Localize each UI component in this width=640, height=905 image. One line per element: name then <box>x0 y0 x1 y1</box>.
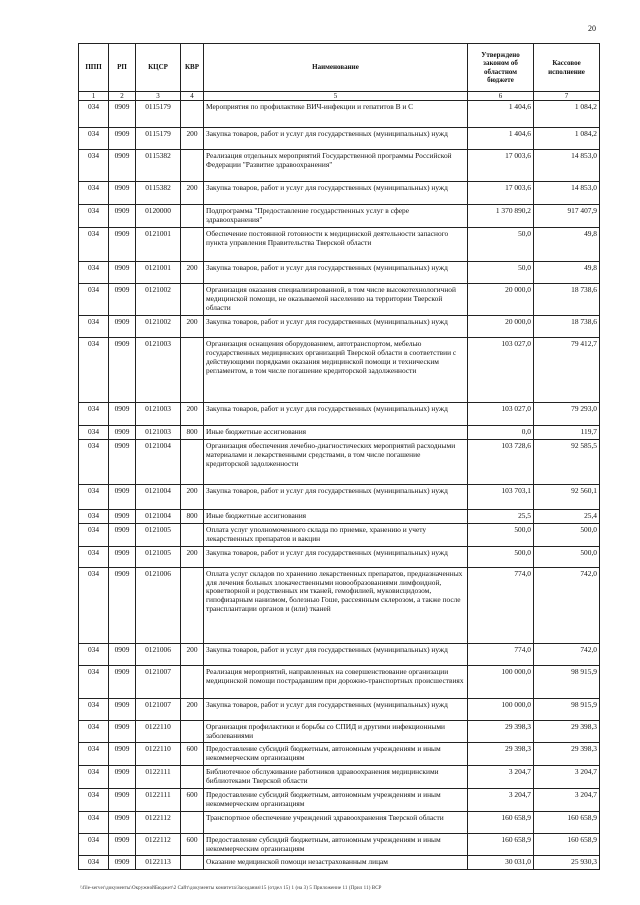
cell-name: Закупка товаров, работ и услуг для государственных (муниципальных) нужд <box>204 316 468 338</box>
cell-ppp: 034 <box>79 128 109 150</box>
cell-kcsr: 0121005 <box>136 523 181 546</box>
cell-cash: 25,4 <box>534 510 600 524</box>
cell-kcsr: 0121006 <box>136 643 181 665</box>
cell-kvr <box>181 567 204 643</box>
cell-approved: 1 370 890,2 <box>468 205 534 228</box>
cell-ppp: 034 <box>79 403 109 426</box>
cell-approved: 100 000,0 <box>468 665 534 698</box>
table-row <box>79 228 600 262</box>
cell-cash: 742,0 <box>534 643 600 665</box>
column-index-cell: 4 <box>181 92 204 101</box>
cell-kvr <box>181 150 204 182</box>
cell-rp: 0909 <box>109 182 136 205</box>
cell-name: Организация профилактики и борьбы со СПИД и другими инфекционными заболеваниями <box>204 720 468 743</box>
cell-approved: 25,5 <box>468 510 534 524</box>
cell-rp: 0909 <box>109 766 136 789</box>
cell-cash: 742,0 <box>534 567 600 643</box>
cell-name: Закупка товаров, работ и услуг для государственных (муниципальных) нужд <box>204 262 468 284</box>
cell-rp: 0909 <box>109 440 136 485</box>
cell-kvr: 200 <box>181 698 204 720</box>
table-row <box>79 440 600 485</box>
cell-cash: 98 915,9 <box>534 698 600 720</box>
cell-approved: 20 000,0 <box>468 284 534 316</box>
cell-name: Транспортное обеспечение учреждений здравоохранения Тверской области <box>204 811 468 833</box>
footer-file-path: \\file-server\документы\ОкружнойБюджет\2 Сайт\документы комитета\Заседания\15 (отдел 15) 1 (на 3) 5 Приложение 11 (Прил 11) ВСР <box>80 886 382 891</box>
cell-name: Предоставление субсидий бюджетным, автономным учреждениям и иным некоммерческим организациям <box>204 833 468 856</box>
cell-approved: 103 703,1 <box>468 485 534 510</box>
cell-kcsr: 0121001 <box>136 262 181 284</box>
table-row <box>79 788 600 811</box>
header-kvr: КВР <box>181 44 204 92</box>
cell-kvr: 200 <box>181 643 204 665</box>
cell-approved: 50,0 <box>468 228 534 262</box>
cell-cash: 14 853,0 <box>534 150 600 182</box>
cell-approved: 30 031,0 <box>468 856 534 870</box>
cell-approved: 103 027,0 <box>468 403 534 426</box>
table-row <box>79 182 600 205</box>
cell-rp: 0909 <box>109 101 136 128</box>
cell-rp: 0909 <box>109 811 136 833</box>
cell-kvr: 600 <box>181 833 204 856</box>
cell-approved: 3 204,7 <box>468 788 534 811</box>
cell-kvr: 200 <box>181 128 204 150</box>
cell-kcsr: 0122112 <box>136 833 181 856</box>
cell-kcsr: 0121003 <box>136 338 181 403</box>
column-index-row <box>79 92 600 101</box>
table-row <box>79 766 600 789</box>
cell-name: Закупка товаров, работ и услуг для государственных (муниципальных) нужд <box>204 182 468 205</box>
cell-kvr <box>181 205 204 228</box>
cell-ppp: 034 <box>79 523 109 546</box>
cell-cash: 92 560,1 <box>534 485 600 510</box>
cell-ppp: 034 <box>79 426 109 440</box>
cell-cash: 79 293,0 <box>534 403 600 426</box>
header-ppp: ППП <box>79 44 109 92</box>
cell-kcsr: 0121003 <box>136 426 181 440</box>
cell-kcsr: 0121004 <box>136 485 181 510</box>
header-cash: Кассовое исполнение <box>534 44 600 92</box>
cell-kvr: 600 <box>181 788 204 811</box>
cell-rp: 0909 <box>109 128 136 150</box>
cell-approved: 1 404,6 <box>468 101 534 128</box>
cell-kcsr: 0121004 <box>136 440 181 485</box>
cell-cash: 917 407,9 <box>534 205 600 228</box>
cell-name: Закупка товаров, работ и услуг для государственных (муниципальных) нужд <box>204 643 468 665</box>
cell-rp: 0909 <box>109 262 136 284</box>
cell-cash: 14 853,0 <box>534 182 600 205</box>
cell-kvr: 200 <box>181 403 204 426</box>
table-row <box>79 720 600 743</box>
cell-ppp: 034 <box>79 698 109 720</box>
cell-name: Предоставление субсидий бюджетным, автономным учреждениям и иным некоммерческим организациям <box>204 788 468 811</box>
cell-kvr <box>181 284 204 316</box>
cell-ppp: 034 <box>79 182 109 205</box>
table-row <box>79 262 600 284</box>
cell-kcsr: 0121002 <box>136 284 181 316</box>
header-kcsr: КЦСР <box>136 44 181 92</box>
cell-approved: 774,0 <box>468 567 534 643</box>
table-row <box>79 101 600 128</box>
cell-approved: 29 398,3 <box>468 743 534 766</box>
cell-kvr: 200 <box>181 316 204 338</box>
cell-cash: 29 398,3 <box>534 720 600 743</box>
column-index-cell: 1 <box>79 92 109 101</box>
cell-cash: 3 204,7 <box>534 766 600 789</box>
cell-rp: 0909 <box>109 510 136 524</box>
cell-approved: 100 000,0 <box>468 698 534 720</box>
table-row <box>79 743 600 766</box>
cell-ppp: 034 <box>79 643 109 665</box>
cell-name: Предоставление субсидий бюджетным, автономным учреждениям и иным некоммерческим организациям <box>204 743 468 766</box>
cell-kcsr: 0120000 <box>136 205 181 228</box>
cell-kvr <box>181 665 204 698</box>
table-row <box>79 403 600 426</box>
cell-name: Иные бюджетные ассигнования <box>204 426 468 440</box>
cell-kcsr: 0121006 <box>136 567 181 643</box>
cell-approved: 1 404,6 <box>468 128 534 150</box>
cell-rp: 0909 <box>109 228 136 262</box>
cell-kvr <box>181 101 204 128</box>
cell-name: Организация обеспечения лечебно-диагностических мероприятий расходными материалами и лекарственными средствами, в том числе погашение кредиторской задолженности <box>204 440 468 485</box>
header-rp: РП <box>109 44 136 92</box>
table-row <box>79 485 600 510</box>
cell-ppp: 034 <box>79 284 109 316</box>
cell-name: Закупка товаров, работ и услуг для государственных (муниципальных) нужд <box>204 546 468 567</box>
cell-rp: 0909 <box>109 523 136 546</box>
cell-name: Обеспечение постоянной готовности к медицинской деятельности запасного пункта управления Правительства Тверской области <box>204 228 468 262</box>
cell-kcsr: 0115179 <box>136 128 181 150</box>
cell-approved: 29 398,3 <box>468 720 534 743</box>
cell-rp: 0909 <box>109 316 136 338</box>
cell-rp: 0909 <box>109 743 136 766</box>
cell-kcsr: 0122111 <box>136 788 181 811</box>
cell-name: Мероприятия по профилактике ВИЧ-инфекции и гепатитов В и С <box>204 101 468 128</box>
cell-approved: 17 003,6 <box>468 150 534 182</box>
cell-rp: 0909 <box>109 546 136 567</box>
cell-rp: 0909 <box>109 788 136 811</box>
cell-kcsr: 0121007 <box>136 665 181 698</box>
table-row <box>79 643 600 665</box>
cell-rp: 0909 <box>109 833 136 856</box>
cell-rp: 0909 <box>109 403 136 426</box>
page-number: 20 <box>588 24 596 33</box>
cell-kvr: 200 <box>181 262 204 284</box>
cell-name: Организация оснащения оборудованием, автотранспортом, мебелью государственных медицинских организаций Тверской области в соответствии с действующими порядками оказания медицинской помощи и техническим регламентом, в том числе погашение кредиторской задолженности <box>204 338 468 403</box>
cell-name: Оплата услуг складов по хранению лекарственных препаратов, предназначенных для лечения больных злокачественными новообразованиями лимфоидной, кроветворной и родственных им тканей, гемофилией, муковисцидозом, гипофизарным нанизмом, болезнью Гоше, рассеянным склерозом, а также после трансплантации органов и (или) тканей <box>204 567 468 643</box>
cell-kcsr: 0115382 <box>136 182 181 205</box>
cell-rp: 0909 <box>109 720 136 743</box>
cell-rp: 0909 <box>109 426 136 440</box>
cell-cash: 18 738,6 <box>534 284 600 316</box>
header-name: Наименование <box>204 44 468 92</box>
cell-ppp: 034 <box>79 510 109 524</box>
cell-kcsr: 0121001 <box>136 228 181 262</box>
cell-name: Закупка товаров, работ и услуг для государственных (муниципальных) нужд <box>204 698 468 720</box>
cell-kcsr: 0122110 <box>136 720 181 743</box>
cell-name: Закупка товаров, работ и услуг для государственных (муниципальных) нужд <box>204 485 468 510</box>
cell-rp: 0909 <box>109 150 136 182</box>
column-index-cell: 3 <box>136 92 181 101</box>
table-row <box>79 833 600 856</box>
table-row <box>79 510 600 524</box>
table-row <box>79 567 600 643</box>
cell-cash: 98 915,9 <box>534 665 600 698</box>
cell-approved: 500,0 <box>468 523 534 546</box>
cell-kvr: 800 <box>181 426 204 440</box>
cell-kvr: 200 <box>181 546 204 567</box>
cell-kvr <box>181 523 204 546</box>
cell-rp: 0909 <box>109 338 136 403</box>
cell-rp: 0909 <box>109 205 136 228</box>
cell-name: Реализация отдельных мероприятий Государственной программы Российской Федерации "Развитие здравоохранения" <box>204 150 468 182</box>
table-row <box>79 698 600 720</box>
cell-name: Библиотечное обслуживание работников здравоохранения медицинскими библиотеками Тверской области <box>204 766 468 789</box>
cell-cash: 160 658,9 <box>534 811 600 833</box>
cell-ppp: 034 <box>79 856 109 870</box>
cell-ppp: 034 <box>79 720 109 743</box>
cell-kcsr: 0122112 <box>136 811 181 833</box>
cell-cash: 500,0 <box>534 546 600 567</box>
cell-ppp: 034 <box>79 743 109 766</box>
cell-ppp: 034 <box>79 338 109 403</box>
table-row <box>79 811 600 833</box>
cell-approved: 17 003,6 <box>468 182 534 205</box>
cell-ppp: 034 <box>79 228 109 262</box>
cell-kcsr: 0122110 <box>136 743 181 766</box>
cell-cash: 49,8 <box>534 228 600 262</box>
cell-name: Иные бюджетные ассигнования <box>204 510 468 524</box>
cell-rp: 0909 <box>109 643 136 665</box>
table-row <box>79 284 600 316</box>
cell-kvr <box>181 856 204 870</box>
column-index-cell: 7 <box>534 92 600 101</box>
cell-kcsr: 0122113 <box>136 856 181 870</box>
cell-kcsr: 0122111 <box>136 766 181 789</box>
cell-approved: 774,0 <box>468 643 534 665</box>
column-index-cell: 5 <box>204 92 468 101</box>
cell-kvr: 800 <box>181 510 204 524</box>
cell-ppp: 034 <box>79 485 109 510</box>
cell-name: Закупка товаров, работ и услуг для государственных (муниципальных) нужд <box>204 403 468 426</box>
cell-kvr <box>181 766 204 789</box>
cell-rp: 0909 <box>109 856 136 870</box>
cell-approved: 103 027,0 <box>468 338 534 403</box>
cell-ppp: 034 <box>79 833 109 856</box>
cell-kvr <box>181 228 204 262</box>
cell-ppp: 034 <box>79 665 109 698</box>
cell-ppp: 034 <box>79 567 109 643</box>
cell-approved: 500,0 <box>468 546 534 567</box>
table-body <box>79 101 600 870</box>
cell-ppp: 034 <box>79 440 109 485</box>
table-row <box>79 150 600 182</box>
cell-approved: 50,0 <box>468 262 534 284</box>
cell-kcsr: 0115179 <box>136 101 181 128</box>
table-row <box>79 338 600 403</box>
cell-approved: 20 000,0 <box>468 316 534 338</box>
cell-rp: 0909 <box>109 485 136 510</box>
header-approved: Утверждено законом об областном бюджете <box>468 44 534 92</box>
cell-ppp: 034 <box>79 316 109 338</box>
table-row <box>79 523 600 546</box>
table-row <box>79 665 600 698</box>
cell-kvr <box>181 338 204 403</box>
cell-cash: 119,7 <box>534 426 600 440</box>
table-row <box>79 546 600 567</box>
cell-cash: 79 412,7 <box>534 338 600 403</box>
cell-approved: 0,0 <box>468 426 534 440</box>
cell-rp: 0909 <box>109 698 136 720</box>
cell-ppp: 034 <box>79 811 109 833</box>
cell-kcsr: 0121004 <box>136 510 181 524</box>
cell-name: Реализация мероприятий, направленных на совершенствование организации медицинской помощи пострадавшим при дорожно-транспортных происшествиях <box>204 665 468 698</box>
column-index-cell: 2 <box>109 92 136 101</box>
cell-ppp: 034 <box>79 150 109 182</box>
cell-approved: 160 658,9 <box>468 833 534 856</box>
cell-name: Оказание медицинской помощи незастрахованным лицам <box>204 856 468 870</box>
cell-cash: 18 738,6 <box>534 316 600 338</box>
cell-cash: 49,8 <box>534 262 600 284</box>
cell-kvr: 200 <box>181 485 204 510</box>
cell-cash: 500,0 <box>534 523 600 546</box>
cell-approved: 103 728,6 <box>468 440 534 485</box>
cell-cash: 25 930,3 <box>534 856 600 870</box>
cell-rp: 0909 <box>109 284 136 316</box>
cell-cash: 1 084,2 <box>534 128 600 150</box>
cell-kvr <box>181 811 204 833</box>
cell-cash: 92 585,5 <box>534 440 600 485</box>
cell-kcsr: 0115382 <box>136 150 181 182</box>
cell-ppp: 034 <box>79 546 109 567</box>
cell-ppp: 034 <box>79 262 109 284</box>
header-row <box>79 44 600 92</box>
cell-approved: 160 658,9 <box>468 811 534 833</box>
cell-kcsr: 0121003 <box>136 403 181 426</box>
cell-kvr <box>181 720 204 743</box>
cell-rp: 0909 <box>109 567 136 643</box>
cell-cash: 1 084,2 <box>534 101 600 128</box>
cell-kvr: 200 <box>181 182 204 205</box>
table-row <box>79 856 600 870</box>
cell-rp: 0909 <box>109 665 136 698</box>
table-row <box>79 316 600 338</box>
table-row <box>79 128 600 150</box>
column-index-cell: 6 <box>468 92 534 101</box>
cell-kvr: 600 <box>181 743 204 766</box>
cell-kcsr: 0121007 <box>136 698 181 720</box>
cell-ppp: 034 <box>79 101 109 128</box>
cell-cash: 3 204,7 <box>534 788 600 811</box>
cell-kvr <box>181 440 204 485</box>
cell-name: Закупка товаров, работ и услуг для государственных (муниципальных) нужд <box>204 128 468 150</box>
cell-ppp: 034 <box>79 205 109 228</box>
cell-name: Организация оказания специализированной, в том числе высокотехнологичной медицинской помощи, не оказываемой населению на территории Тверской области <box>204 284 468 316</box>
cell-kcsr: 0121002 <box>136 316 181 338</box>
cell-cash: 160 658,9 <box>534 833 600 856</box>
cell-ppp: 034 <box>79 788 109 811</box>
table-row <box>79 426 600 440</box>
cell-kcsr: 0121005 <box>136 546 181 567</box>
cell-ppp: 034 <box>79 766 109 789</box>
table-row <box>79 205 600 228</box>
cell-name: Оплата услуг уполномоченного склада по приемке, хранению и учету лекарственных препаратов и вакцин <box>204 523 468 546</box>
budget-table <box>78 43 600 870</box>
cell-name: Подпрограмма "Предоставление государственных услуг в сфере здравоохранения" <box>204 205 468 228</box>
cell-cash: 29 398,3 <box>534 743 600 766</box>
cell-approved: 3 204,7 <box>468 766 534 789</box>
